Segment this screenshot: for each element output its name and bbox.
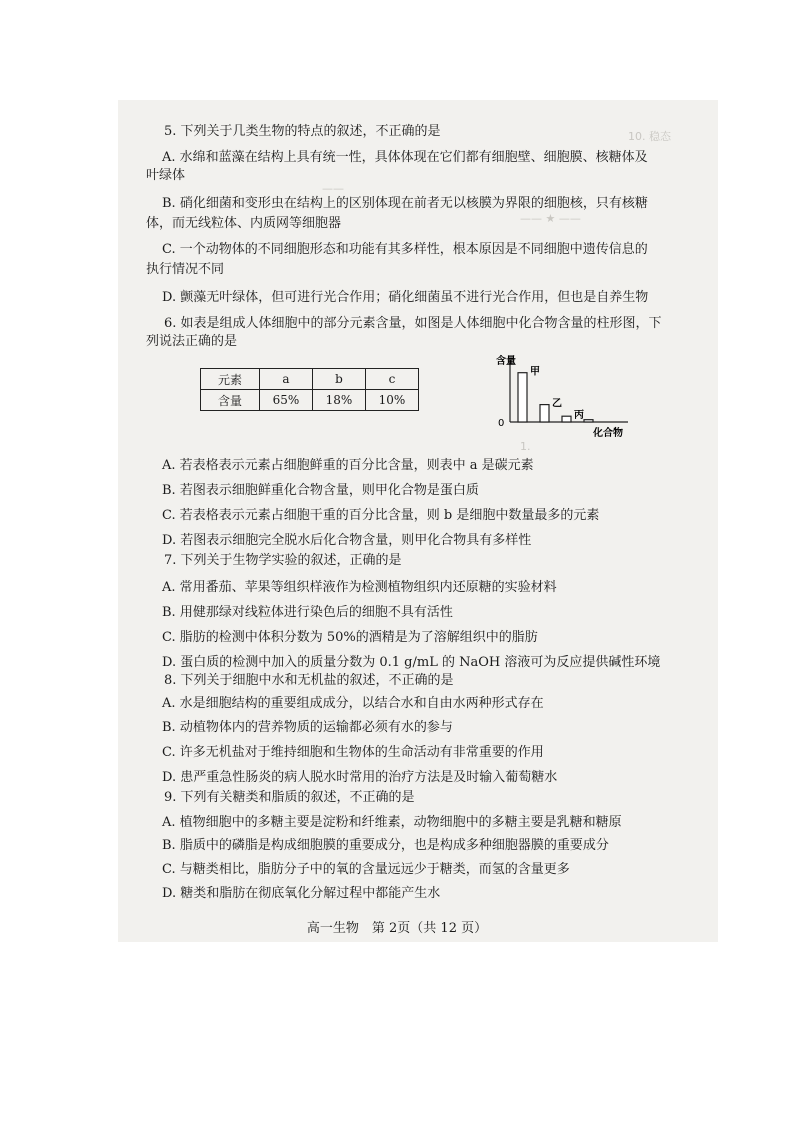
answer-option: B. 硝化细菌和变形虫在结构上的区别体现在前者无以核膜为界限的细胞核，只有核糖 — [162, 196, 648, 211]
table-cell: 65% — [260, 390, 313, 411]
table-cell: 18% — [313, 390, 366, 411]
answer-option-continuation: 执行情况不同 — [146, 262, 225, 277]
answer-option: D. 颤藻无叶绿体，但可进行光合作用；硝化细菌虽不进行光合作用，但也是自养生物 — [162, 290, 649, 305]
answer-option: B. 动植物体内的营养物质的运输都必须有水的参与 — [162, 720, 453, 735]
compound-content-bar-chart — [488, 352, 638, 442]
bleed-through-text: 10. 稳态 — [628, 130, 671, 143]
answer-option: D. 若图表示细胞完全脱水后化合物含量，则甲化合物具有多样性 — [162, 533, 532, 548]
question-stem: 5. 下列关于几类生物的特点的叙述，不正确的是 — [164, 124, 441, 139]
y-axis-label: 含量 — [496, 356, 516, 367]
table-cell: c — [366, 369, 419, 390]
answer-option: C. 若表格表示元素占细胞干重的百分比含量，则 b 是细胞中数量最多的元素 — [162, 508, 600, 523]
answer-option: D. 糖类和脂肪在彻底氧化分解过程中都能产生水 — [162, 886, 441, 901]
bar-3 — [562, 416, 571, 422]
answer-option: C. 许多无机盐对于维持细胞和生物体的生命活动有非常重要的作用 — [162, 745, 544, 760]
page-footer: 高一生物 第 2页（共 12 页） — [306, 921, 488, 936]
answer-option: C. 一个动物体的不同细胞形态和功能有其多样性，根本原因是不同细胞中遗传信息的 — [162, 242, 648, 257]
bar-label: 甲 — [530, 366, 540, 378]
table-cell: b — [313, 369, 366, 390]
table-cell: 含量 — [201, 390, 260, 411]
answer-option-continuation: 体，而无线粒体、内质网等细胞器 — [146, 216, 342, 231]
bar-label: 乙 — [552, 398, 562, 410]
answer-option: C. 脂肪的检测中体积分数为 50%的酒精是为了溶解组织中的脂肪 — [162, 630, 538, 645]
answer-option: D. 患严重急性肠炎的病人脱水时常用的治疗方法是及时输入葡萄糖水 — [162, 770, 558, 785]
question-stem: 9. 下列有关糖类和脂质的叙述，不正确的是 — [164, 790, 415, 805]
answer-option: A. 常用番茄、苹果等组织样液作为检测植物组织内还原糖的实验材料 — [162, 580, 557, 595]
answer-option-continuation: 列说法正确的是 — [146, 334, 238, 349]
bar-label: 丙 — [574, 410, 584, 422]
answer-option: D. 蛋白质的检测中加入的质量分数为 0.1 g/mL 的 NaOH 溶液可为反应提供碱性环境 — [162, 655, 661, 670]
bar-4 — [584, 420, 593, 422]
bar-2 — [540, 405, 549, 422]
bar-1 — [518, 373, 527, 422]
bleed-through-text: —— — [322, 182, 344, 195]
answer-option: B. 脂质中的磷脂是构成细胞膜的重要成分，也是构成多种细胞器膜的重要成分 — [162, 838, 609, 853]
answer-option-continuation: 叶绿体 — [146, 168, 186, 183]
table-cell: a — [260, 369, 313, 390]
element-content-table — [200, 368, 419, 411]
x-axis-label: 化合物 — [593, 428, 623, 439]
table-header-row — [201, 369, 419, 390]
bleed-through-text: —— ★ —— — [520, 212, 581, 225]
answer-option: A. 植物细胞中的多糖主要是淀粉和纤维素，动物细胞中的多糖主要是乳糖和糖原 — [162, 815, 622, 830]
table-cell: 10% — [366, 390, 419, 411]
origin-label: 0 — [498, 418, 505, 429]
question-stem: 6. 如表是组成人体细胞中的部分元素含量，如图是人体细胞中化合物含量的柱形图，下 — [164, 316, 662, 331]
question-stem: 8. 下列关于细胞中水和无机盐的叙述，不正确的是 — [164, 673, 454, 688]
table-row — [201, 390, 419, 411]
bleed-through-text: 1. — [520, 440, 531, 453]
answer-option: A. 水是细胞结构的重要组成成分，以结合水和自由水两种形式存在 — [162, 696, 544, 711]
answer-option: B. 用健那绿对线粒体进行染色后的细胞不具有活性 — [162, 605, 453, 620]
answer-option: A. 水绵和蓝藻在结构上具有统一性，具体体现在它们都有细胞壁、细胞膜、核糖体及 — [162, 150, 648, 165]
answer-option: B. 若图表示细胞鲜重化合物含量，则甲化合物是蛋白质 — [162, 483, 479, 498]
answer-option: A. 若表格表示元素占细胞鲜重的百分比含量，则表中 a 是碳元素 — [162, 458, 534, 473]
answer-option: C. 与糖类相比，脂肪分子中的氧的含量远远少于糖类，而氢的含量更多 — [162, 862, 570, 877]
table-cell: 元素 — [201, 369, 260, 390]
question-stem: 7. 下列关于生物学实验的叙述，正确的是 — [164, 553, 402, 568]
